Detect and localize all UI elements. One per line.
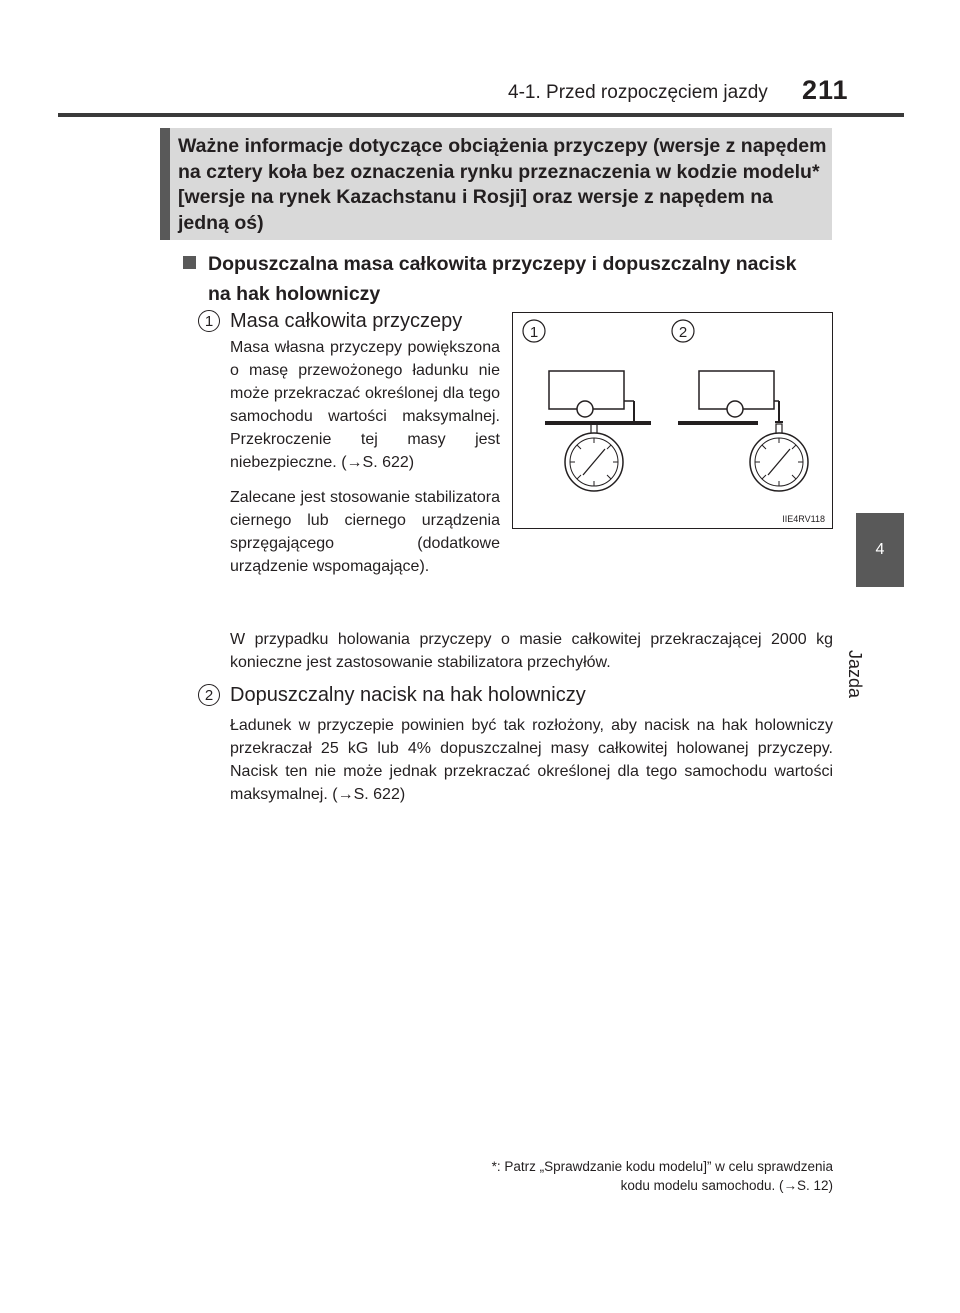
section-heading-line1: Dopuszczalna masa całkowita przyczepy i dopuszczalny nacisk	[208, 253, 797, 275]
item1-paragraph-3: W przypadku holowania przyczepy o masie całkowitej przekraczającej 2000 kg konieczne jest zastosowanie stabilizatora przechyłów.	[230, 631, 833, 671]
item1-paragraph-2: Zalecane jest stosowanie stabilizatora ciernego lub ciernego urządzenia sprzęgającego (dodatkowe urządzenie wspomagające).	[230, 489, 500, 575]
figure-callout-2-text: 2	[678, 324, 688, 341]
page-number: 211	[802, 75, 849, 105]
footnote-line2: kodu modelu samochodu. (→S. 12)	[620, 1178, 833, 1193]
section-heading-line1-row	[183, 249, 833, 279]
chapter-tab-label-text: Jazda	[845, 650, 865, 699]
section-heading	[183, 249, 833, 309]
item1-title: Masa całkowita przyczepy	[230, 310, 463, 332]
header-rule	[58, 113, 904, 117]
info-box-title: Ważne informacje dotyczące obciążenia przyczepy (wersje z napędem na cztery koła bez oznaczenia rynku przeznaczenia w kodzie modelu* [wersje na rynek Kazachstanu i Rosji] oraz wersje z napędem na jedną oś)	[178, 135, 827, 234]
item2-paragraph-1: Ładunek w przyczepie powinien być tak rozłożony, aby nacisk na hak holowniczy przekraczał 25 kG lub 4% dopuszczalnej masy całkowitej holowanej przyczepy. Nacisk ten nie może jednak przekraczać określonej dla tego samochodu wartości maksymalnej. (→S. 622)	[230, 717, 833, 803]
info-box	[160, 128, 832, 240]
square-bullet-icon	[183, 256, 196, 269]
info-box-bar	[160, 128, 170, 240]
section-heading-line2: na hak holowniczy	[208, 283, 381, 305]
chapter-tab-label	[845, 592, 904, 699]
item1-number: 1	[198, 310, 220, 332]
trailer-wheel-right	[727, 401, 743, 417]
trailer-figure	[512, 312, 833, 529]
trailer-on-scale-right	[678, 371, 808, 491]
figure-callout-1-text: 1	[529, 324, 539, 341]
trailer-on-scale-left	[545, 371, 651, 491]
footnote	[380, 1157, 833, 1195]
chapter-tab-number[interactable]: 4	[856, 513, 904, 587]
trailer-wheel-left	[577, 401, 593, 417]
header-section-title: 4-1. Przed rozpoczęciem jazdy	[508, 82, 768, 103]
item1-text	[230, 336, 500, 578]
footnote-line1: *: Patrz „Sprawdzanie kodu modelu]” w celu sprawdzenia	[491, 1159, 833, 1174]
item2-title: Dopuszczalny nacisk na hak holowniczy	[230, 684, 586, 706]
figure-code: IIE4RV118	[782, 514, 825, 524]
item2-number: 2	[198, 684, 220, 706]
item1-paragraph-1: Masa własna przyczepy powiększona o masę przewożonego ładunku nie może przekraczać określonej dla tego samochodu wartości maksymalnej. Przekroczenie tej masy jest niebezpieczne. (→S. 622)	[230, 339, 500, 471]
